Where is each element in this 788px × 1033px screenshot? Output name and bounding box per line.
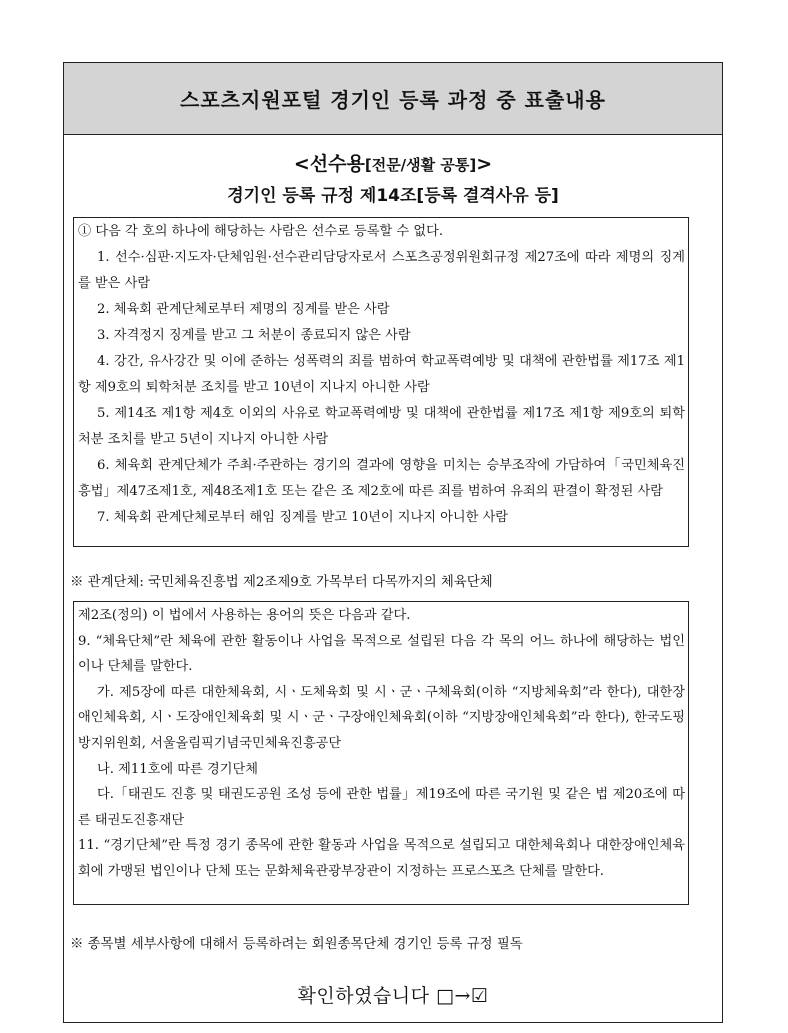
- note-related-organizations: ※ 관계단체: 국민체육진흥법 제2조제9호 가목부터 다목까지의 체육단체: [70, 575, 493, 590]
- definitions-box: [73, 601, 689, 905]
- note-read-regulations: ※ 종목별 세부사항에 대해서 등록하려는 회원종목단체 경기인 등록 규정 필독: [70, 937, 523, 952]
- definition-item-11: 11. “경기단체”란 특정 경기 종목에 관한 활동과 사업을 목적으로 설립되고 대한체육회나 대한장애인체육회에 가맹된 법인이나 단체 또는 문화체육관광부장관이 지정하는 프로스포츠 단체를 말한다.: [78, 838, 685, 879]
- definition-sub-ga: 가. 제5장에 따른 대한체육회, 시ㆍ도체육회 및 시ㆍ군ㆍ구체육회(이하 “지방체육회”라 한다), 대한장애인체육회, 시ㆍ도장애인체육회 및 시ㆍ군ㆍ구장애인체육회(이하 “지방장애인체육회”라 한다), 한국도핑방지위원회, 서울올림픽기념국민체육진흥공단: [78, 684, 685, 751]
- definition-item-9: 9. “체육단체”란 체육에 관한 활동이나 사업을 목적으로 설립된 다음 각 목의 어느 하나에 해당하는 법인이나 단체를 말한다.: [78, 633, 685, 675]
- rule-item-3: 3. 자격정지 징계를 받고 그 처분이 종료되지 않은 사람: [97, 328, 411, 343]
- document-frame: [63, 62, 723, 1023]
- subtitle-close: >: [476, 153, 493, 175]
- subtitle-common: [전문/생활 공통]: [364, 156, 477, 174]
- subtitle-main: <선수용: [293, 153, 365, 175]
- rule-item-5: 5. 제14조 제1항 제4호 이외의 사유로 학교폭력예방 및 대책에 관한법률 제17조 제1항 제9호의 퇴학처분 조치를 받고 5년이 지나지 아니한 사람: [78, 406, 685, 447]
- subtitle-player: [64, 149, 722, 176]
- confirm-checkbox-label[interactable]: 확인하였습니다 □→☑: [297, 985, 489, 1007]
- subtitle-rule: 경기인 등록 규정 제14조[등록 결격사유 등]: [227, 186, 559, 206]
- rule-item-4: 4. 강간, 유사강간 및 이에 준하는 성폭력의 죄를 범하여 학교폭력예방 및 대책에 관한법률 제17조 제1항 제9호의 퇴학처분 조치를 받고 10년이 지나지 아니한 사람: [78, 354, 685, 395]
- definitions-intro: 제2조(정의) 이 법에서 사용하는 용어의 뜻은 다음과 같다.: [78, 608, 411, 623]
- rule-item-1: 1. 선수·심판·지도자·단체임원·선수관리담당자로서 스포츠공정위원회규정 제27조에 따라 제명의 징계를 받은 사람: [78, 250, 685, 291]
- rule-item-6: 6. 체육회 관계단체가 주최·주관하는 경기의 결과에 영향을 미치는 승부조작에 가담하여「국민체육진흥법」제47조제1호, 제48조제1호 또는 같은 조 제2호에 따른 죄를 범하여 유죄의 판결이 확정된 사람: [78, 458, 685, 499]
- definition-sub-da: 다.「태권도 진흥 및 태권도공원 조성 등에 관한 법률」제19조에 따른 국기원 및 같은 법 제20조에 따른 태권도진흥재단: [78, 787, 685, 828]
- rule-item-2: 2. 체육회 관계단체로부터 제명의 징계를 받은 사람: [97, 302, 390, 317]
- rules-intro: ① 다음 각 호의 하나에 해당하는 사람은 선수로 등록할 수 없다.: [78, 224, 444, 239]
- definition-sub-na: 나. 제11호에 따른 경기단체: [97, 761, 258, 777]
- rule-item-7: 7. 체육회 관계단체로부터 해임 징계를 받고 10년이 지나지 아니한 사람: [97, 510, 509, 525]
- rules-box: [73, 217, 689, 547]
- page-title: 스포츠지원포털 경기인 등록 과정 중 표출내용: [64, 63, 722, 135]
